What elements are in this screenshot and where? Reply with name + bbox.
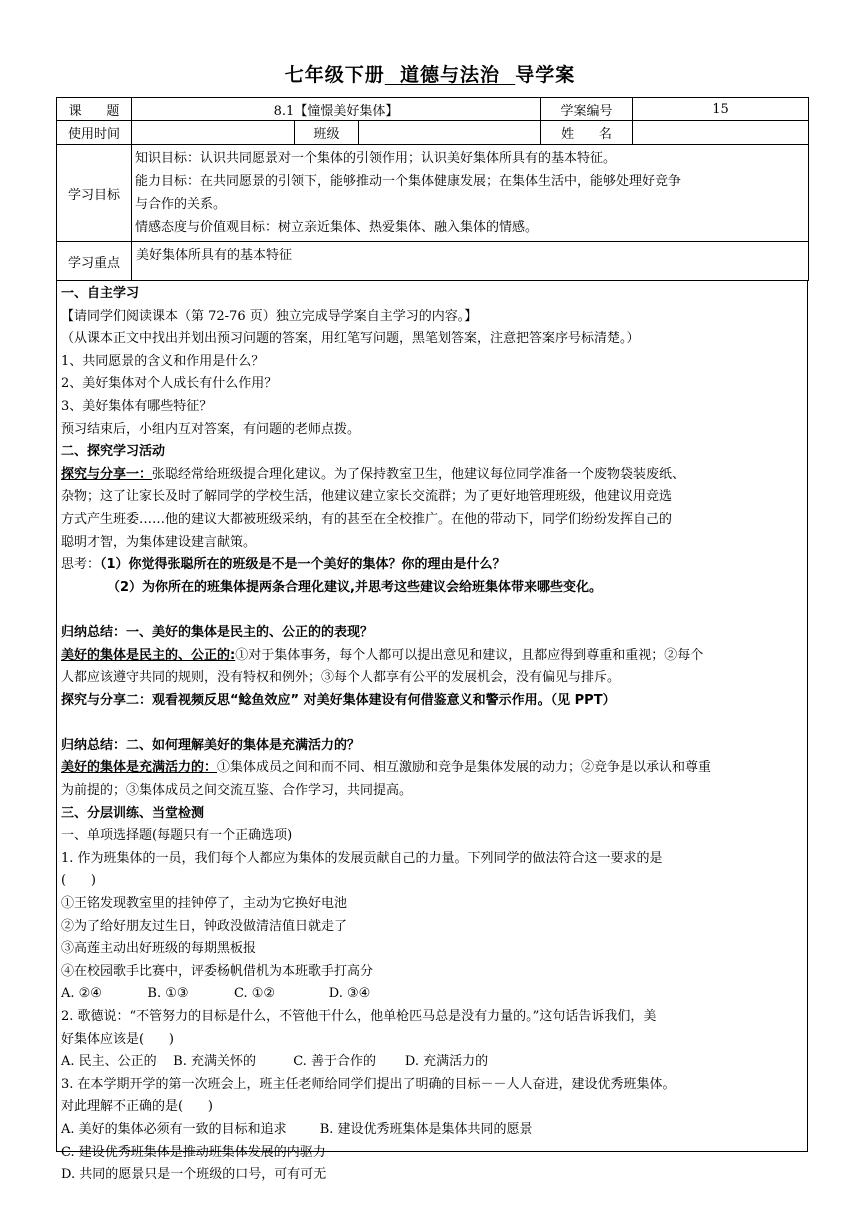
think-line-1 (61, 554, 803, 577)
question-1-stem: 1. 作为班集体的一员，我们每个人都应为集体的发展贡献自己的力量。下列同学的做法符合这一要求的是 (61, 850, 663, 866)
section-self-study-title: 一、自主学习 (61, 286, 140, 301)
blank-line (61, 712, 803, 735)
summary-one-text-1: ①对于集体事务，每个人都可以提出意见和建议，且都应得到尊重和重视；②每个 (235, 647, 704, 663)
question-3-stem-cont: 对此理解不正确的是( ) (61, 1099, 213, 1115)
self-study-instruction: 【请同学们阅读课本（第 72-76 页）独立完成导学案自主学习的内容。】 (61, 308, 478, 324)
preview-end-note: 预习结束后，小组内互对答案，有问题的老师点拨。 (61, 421, 361, 437)
class-label: 班级 (295, 121, 359, 145)
goals-cell (132, 145, 809, 242)
question-1-item-3: ③高莲主动出好班级的每期黑板报 (61, 941, 257, 957)
summary-two-line-2: 为前提的；③集体成员之间交流互鉴、合作学习，共同提高。 (61, 783, 413, 799)
think-question-2: （2）为你所在的班集体提两条合理化建议,并思考这些建议会给班集体带来哪些变化。 (107, 579, 602, 595)
question-2-stem: 2. 歌德说：“不管努力的目标是什么，不管他干什么，他单枪匹马总是没有力量的。”这句话告诉我们，美 (61, 1009, 657, 1024)
time-label: 使用时间 (57, 121, 132, 145)
focus-value: 美好集体所具有的基本特征 (132, 242, 809, 281)
title-subject: 道德与法治 (384, 64, 516, 86)
goal-ability: 能力目标：在共同愿景的引领下，能够推动一个集体健康发展；在集体生活中，能够处理好竞争 (135, 174, 682, 189)
question-2-options: A. 民主、公正的 B. 充满关怀的 C. 善于合作的 D. 充满活力的 (61, 1054, 489, 1070)
question-2-stem-cont: 好集体应该是( ) (61, 1031, 174, 1047)
share-one-line-2: 杂物；这了让家长及时了解同学的学校生活，他建议建立家长交流群；为了更好地管理班级，他建议用竞选 (61, 489, 673, 505)
summary-two-line-1 (61, 757, 803, 780)
think-question-1: （1）你觉得张聪所在的班级是不是一个美好的集体？你的理由是什么？ (100, 557, 506, 573)
goal-ability-cont: 与合作的关系。 (135, 197, 227, 212)
preview-question-1: 1、共同愿景的含义和作用是什么？ (61, 353, 265, 369)
goals-row (57, 145, 809, 242)
goal-attitude: 情感态度与价值观目标：树立亲近集体、热爱集体、融入集体的情感。 (135, 220, 539, 235)
question-1-item-4: ④在校园歌手比赛中，评委杨帆借机为本班歌手打高分 (61, 963, 374, 979)
question-1-item-2: ②为了给好朋友过生日，钟政没做清洁值日就走了 (61, 918, 348, 934)
course-value: 8.1【憧憬美好集体】 (132, 98, 541, 121)
plan-no-label: 学案编号 (541, 98, 633, 121)
summary-two-title: 归纳总结：二、如何理解美好的集体是充满活力的？ (61, 737, 361, 753)
class-value[interactable] (359, 121, 541, 145)
question-3-option-d: D. 共同的愿景只是一个班级的口号，可有可无 (61, 1167, 327, 1183)
time-row (57, 121, 809, 145)
title-prefix: 七年级下册 (284, 64, 385, 86)
section-practice-title: 三、分层训练、当堂检测 (61, 805, 205, 821)
question-3-options-ab: A. 美好的集体必须有一致的目标和追求 B. 建设优秀班集体是集体共同的愿景 (61, 1121, 533, 1137)
plan-no-value: 15 (633, 98, 809, 121)
summary-two-text-1: ①集体成员之间和而不同、相互激励和竞争是集体发展的动力；②竞争是以承认和尊重 (217, 760, 712, 776)
summary-one-line-1 (61, 645, 803, 668)
main-content-box (56, 280, 808, 1183)
section-explore-title: 二、探究学习活动 (61, 444, 166, 460)
time-value[interactable] (132, 121, 295, 145)
goals-label: 学习目标 (57, 145, 132, 242)
share-one-label: 探究与分享一： (61, 466, 153, 482)
think-label: 思考： (61, 557, 101, 573)
self-study-note: （从课本正文中找出并划出预习问题的答案，用红笔写问题，黑笔划答案，注意把答案序号标清楚。） (61, 331, 640, 347)
question-1-blank: ( ) (61, 873, 96, 889)
summary-two-lead: 美好的集体是充满活力的： (61, 760, 218, 776)
goal-knowledge: 知识目标：认识共同愿景对一个集体的引领作用；认识美好集体所具有的基本特征。 (135, 151, 617, 166)
question-1-item-1: ①王铭发现教室里的挂钟停了，主动为它换好电池 (61, 896, 348, 912)
header-table (56, 97, 809, 281)
summary-one-title: 归纳总结：一、美好的集体是民主的、公正的的表现？ (61, 624, 374, 640)
content (57, 281, 807, 1189)
course-row (57, 98, 809, 121)
preview-question-2: 2、美好集体对个人成长有什么作用？ (61, 376, 278, 392)
focus-label: 学习重点 (57, 242, 132, 281)
single-choice-heading: 一、单项选择题(每题只有一个正确选项) (61, 828, 293, 844)
question-1-options: A. ②④ B. ①③ C. ①② D. ③④ (61, 986, 371, 1002)
course-label: 课 题 (57, 98, 132, 121)
title-suffix: 导学案 (515, 64, 576, 86)
share-one-line-4: 聪明才智，为集体建设建言献策。 (61, 534, 257, 550)
share-two: 探究与分享二：观看视频反思“鲶鱼效应” 对美好集体建设有何借鉴意义和警示作用。（见 PPT） (61, 692, 616, 708)
focus-row (57, 242, 809, 281)
name-label: 姓 名 (541, 121, 633, 145)
summary-one-lead: 美好的集体是民主的、公正的: (61, 647, 236, 663)
question-3-option-c: C. 建设优秀班集体是推动班集体发展的内驱力 (61, 1144, 326, 1160)
summary-one-line-2: 人都应该遵守共同的规则，没有特权和例外；③每个人都享有公平的发展机会，没有偏见与排斥。 (61, 670, 621, 686)
preview-question-3: 3、美好集体有哪些特征？ (61, 398, 213, 414)
blank-line (61, 599, 803, 622)
name-value[interactable] (633, 121, 809, 145)
share-one-line-3: 方式产生班委……他的建议大都被班级采纳，有的甚至在全校推广。在他的带动下，同学们纷纷发挥自己的 (61, 511, 673, 527)
share-one-line-1 (61, 464, 803, 487)
page-title (0, 60, 860, 87)
question-3-stem: 3. 在本学期开学的第一次班会上，班主任老师给同学们提出了明确的目标－－人人奋进，建设优秀班集体。 (61, 1076, 676, 1092)
share-one-text-1: 张聪经常给班级提合理化建议。为了保持教室卫生，他建议每位同学准备一个废物袋装废纸、 (152, 466, 686, 482)
